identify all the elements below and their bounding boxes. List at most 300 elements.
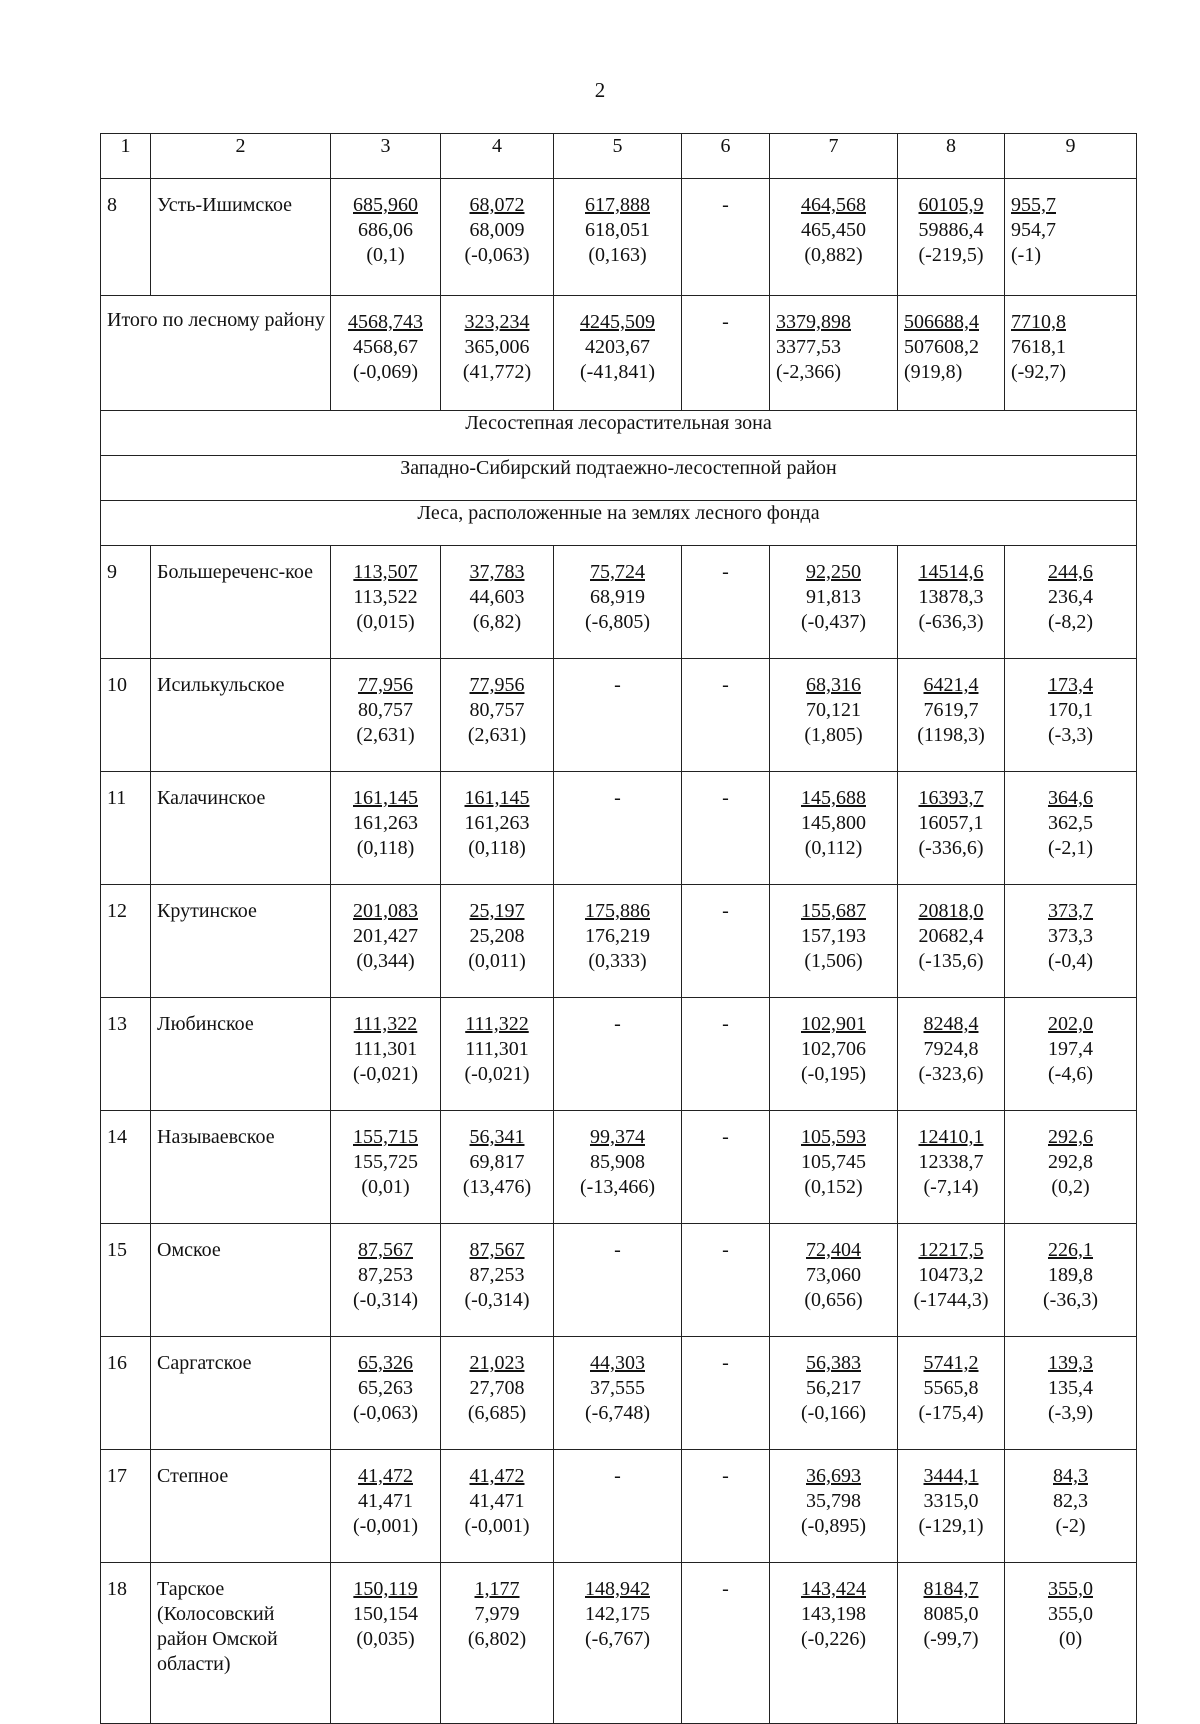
value-cell <box>441 296 554 411</box>
difference-value: (1,506) <box>804 950 863 972</box>
value-cell <box>331 659 441 772</box>
forestry-name: Большереченс-кое <box>151 546 331 659</box>
value-cell <box>331 179 441 296</box>
difference-value: (-99,7) <box>923 1628 979 1650</box>
planned-value: 72,404 <box>806 1239 861 1261</box>
planned-value: 56,383 <box>806 1352 861 1374</box>
table-row <box>101 1563 1137 1724</box>
planned-value: 102,901 <box>801 1013 866 1035</box>
planned-value: 68,316 <box>806 674 861 696</box>
planned-value: 226,1 <box>1048 1239 1093 1261</box>
planned-value: 87,567 <box>358 1239 413 1261</box>
value-cell <box>331 885 441 998</box>
row-number: 9 <box>101 546 151 659</box>
difference-value: (-7,14) <box>923 1176 979 1198</box>
difference-value: (-0,226) <box>801 1628 866 1650</box>
value-cell <box>1005 1224 1137 1337</box>
difference-value: (13,476) <box>462 1176 532 1198</box>
dash-cell: - <box>554 659 682 772</box>
forestry-name: Называевское <box>151 1111 331 1224</box>
difference-value: (-336,6) <box>918 837 984 859</box>
value-cell <box>898 1450 1005 1563</box>
value-cell <box>1005 1337 1137 1450</box>
zone-heading: Лесостепная лесорастительная зона <box>101 411 1137 456</box>
planned-value: 36,693 <box>806 1465 861 1487</box>
actual-value: 176,219 <box>585 925 650 947</box>
value-cell <box>441 998 554 1111</box>
row-number: 15 <box>101 1224 151 1337</box>
land-heading: Леса, расположенные на землях лесного фонда <box>101 501 1137 546</box>
difference-value: (-0,895) <box>801 1515 866 1537</box>
column-header: 2 <box>151 134 331 179</box>
planned-value: 20818,0 <box>918 900 984 922</box>
difference-value: (6,802) <box>467 1628 527 1650</box>
actual-value: 69,817 <box>469 1151 525 1173</box>
difference-value: (6,82) <box>472 611 522 633</box>
difference-value: (-323,6) <box>918 1063 984 1085</box>
difference-value: (0,112) <box>804 837 863 859</box>
planned-value: 7710,8 <box>1011 311 1066 333</box>
planned-value: 202,0 <box>1048 1013 1093 1035</box>
difference-value: (-0,437) <box>801 611 866 633</box>
difference-value: (1,805) <box>804 724 863 746</box>
dash-cell: - <box>682 179 770 296</box>
actual-value: 7618,1 <box>1011 336 1066 358</box>
planned-value: 25,197 <box>469 900 525 922</box>
value-cell <box>898 659 1005 772</box>
value-cell <box>554 1563 682 1724</box>
forestry-name: Усть-Ишимское <box>151 179 331 296</box>
difference-value: (-8,2) <box>1048 611 1093 633</box>
actual-value: 4568,67 <box>353 336 418 358</box>
value-cell <box>441 1450 554 1563</box>
difference-value: (0,011) <box>468 950 526 972</box>
forestry-name: Саргатское <box>151 1337 331 1450</box>
value-cell <box>1005 1111 1137 1224</box>
actual-value: 7924,8 <box>923 1038 979 1060</box>
row-number: 8 <box>101 179 151 296</box>
planned-value: 92,250 <box>806 561 861 583</box>
zone-heading-row <box>101 411 1137 456</box>
planned-value: 41,472 <box>469 1465 525 1487</box>
value-cell <box>770 1450 898 1563</box>
table-row <box>101 659 1137 772</box>
forestry-name: Омское <box>151 1224 331 1337</box>
page-number: 2 <box>594 78 606 102</box>
difference-value: (0,035) <box>356 1628 415 1650</box>
forestry-name: Калачинское <box>151 772 331 885</box>
actual-value: 355,0 <box>1048 1603 1093 1625</box>
total-row <box>101 296 1137 411</box>
difference-value: (-0,063) <box>353 1402 418 1424</box>
actual-value: 362,5 <box>1048 812 1093 834</box>
actual-value: 80,757 <box>358 699 413 721</box>
difference-value: (-129,1) <box>918 1515 984 1537</box>
difference-value: (-135,6) <box>918 950 984 972</box>
difference-value: (0,882) <box>804 244 863 266</box>
table-row <box>101 179 1137 296</box>
dash-cell: - <box>682 1111 770 1224</box>
actual-value: 5565,8 <box>923 1377 979 1399</box>
difference-value: (-1) <box>1011 244 1041 266</box>
actual-value: 686,06 <box>358 219 413 241</box>
dash-cell: - <box>682 772 770 885</box>
planned-value: 364,6 <box>1048 787 1093 809</box>
planned-value: 99,374 <box>590 1126 645 1148</box>
planned-value: 77,956 <box>469 674 525 696</box>
row-number: 16 <box>101 1337 151 1450</box>
actual-value: 35,798 <box>806 1490 861 1512</box>
value-cell <box>331 1224 441 1337</box>
value-cell <box>1005 1450 1137 1563</box>
forest-data-table <box>100 133 1137 1724</box>
planned-value: 4245,509 <box>580 311 655 333</box>
dash-cell: - <box>682 1337 770 1450</box>
planned-value: 12410,1 <box>918 1126 984 1148</box>
value-cell <box>898 1111 1005 1224</box>
planned-value: 3444,1 <box>923 1465 979 1487</box>
planned-value: 12217,5 <box>918 1239 984 1261</box>
dash-cell: - <box>682 885 770 998</box>
planned-value: 21,023 <box>469 1352 525 1374</box>
planned-value: 37,783 <box>469 561 525 583</box>
actual-value: 59886,4 <box>918 219 984 241</box>
column-header: 4 <box>441 134 554 179</box>
planned-value: 685,960 <box>353 194 418 216</box>
forestry-name: Любинское <box>151 998 331 1111</box>
difference-value: (-3,3) <box>1048 724 1093 746</box>
planned-value: 3379,898 <box>776 311 851 333</box>
actual-value: 41,471 <box>469 1490 525 1512</box>
table-body <box>101 134 1137 1724</box>
value-cell <box>898 1337 1005 1450</box>
value-cell <box>331 1337 441 1450</box>
planned-value: 111,322 <box>465 1013 529 1035</box>
actual-value: 20682,4 <box>918 925 984 947</box>
column-header: 9 <box>1005 134 1137 179</box>
difference-value: (0,333) <box>588 950 647 972</box>
actual-value: 507608,2 <box>904 336 979 358</box>
actual-value: 68,009 <box>469 219 525 241</box>
actual-value: 161,263 <box>353 812 418 834</box>
value-cell <box>441 772 554 885</box>
planned-value: 464,568 <box>801 194 866 216</box>
value-cell <box>554 546 682 659</box>
dash-cell: - <box>554 998 682 1111</box>
planned-value: 355,0 <box>1048 1578 1093 1600</box>
planned-value: 75,724 <box>590 561 645 583</box>
difference-value: (919,8) <box>904 361 963 383</box>
actual-value: 102,706 <box>801 1038 866 1060</box>
actual-value: 65,263 <box>358 1377 413 1399</box>
planned-value: 145,688 <box>801 787 866 809</box>
table-row <box>101 998 1137 1111</box>
value-cell <box>554 179 682 296</box>
actual-value: 87,253 <box>358 1264 413 1286</box>
actual-value: 189,8 <box>1048 1264 1093 1286</box>
value-cell <box>770 1111 898 1224</box>
planned-value: 1,177 <box>474 1578 520 1600</box>
value-cell <box>441 1337 554 1450</box>
value-cell <box>1005 659 1137 772</box>
difference-value: (-2) <box>1055 1515 1086 1537</box>
planned-value: 292,6 <box>1048 1126 1093 1148</box>
planned-value: 175,886 <box>585 900 650 922</box>
value-cell <box>1005 179 1137 296</box>
actual-value: 4203,67 <box>585 336 650 358</box>
actual-value: 13878,3 <box>918 586 984 608</box>
actual-value: 37,555 <box>590 1377 645 1399</box>
value-cell <box>1005 1563 1137 1724</box>
difference-value: (-1744,3) <box>913 1289 989 1311</box>
planned-value: 143,424 <box>801 1578 866 1600</box>
planned-value: 44,303 <box>590 1352 645 1374</box>
value-cell <box>898 179 1005 296</box>
row-number: 11 <box>101 772 151 885</box>
planned-value: 617,888 <box>585 194 650 216</box>
difference-value: (0,163) <box>588 244 647 266</box>
value-cell <box>441 885 554 998</box>
planned-value: 139,3 <box>1048 1352 1093 1374</box>
difference-value: (0,656) <box>804 1289 863 1311</box>
difference-value: (0,1) <box>366 244 405 266</box>
planned-value: 84,3 <box>1053 1465 1088 1487</box>
difference-value: (0) <box>1058 1628 1083 1650</box>
dash-cell: - <box>554 1224 682 1337</box>
row-number: 18 <box>101 1563 151 1724</box>
planned-value: 65,326 <box>358 1352 413 1374</box>
value-cell <box>554 296 682 411</box>
value-cell <box>770 885 898 998</box>
actual-value: 954,7 <box>1011 219 1056 241</box>
row-number: 13 <box>101 998 151 1111</box>
planned-value: 955,7 <box>1011 194 1056 216</box>
value-cell <box>554 1337 682 1450</box>
value-cell <box>331 1450 441 1563</box>
dash-cell: - <box>682 998 770 1111</box>
value-cell <box>1005 998 1137 1111</box>
value-cell <box>331 1111 441 1224</box>
dash-cell: - <box>682 1563 770 1724</box>
actual-value: 111,301 <box>465 1038 529 1060</box>
actual-value: 155,725 <box>353 1151 418 1173</box>
column-header: 1 <box>101 134 151 179</box>
value-cell <box>1005 772 1137 885</box>
actual-value: 105,745 <box>801 1151 866 1173</box>
actual-value: 465,450 <box>801 219 866 241</box>
column-header: 6 <box>682 134 770 179</box>
value-cell <box>331 998 441 1111</box>
planned-value: 113,507 <box>353 561 418 583</box>
difference-value: (-0,4) <box>1048 950 1093 972</box>
difference-value: (0,152) <box>804 1176 863 1198</box>
difference-value: (0,118) <box>356 837 415 859</box>
value-cell <box>898 772 1005 885</box>
value-cell <box>770 998 898 1111</box>
actual-value: 292,8 <box>1048 1151 1093 1173</box>
planned-value: 87,567 <box>469 1239 525 1261</box>
table-row <box>101 546 1137 659</box>
row-number: 12 <box>101 885 151 998</box>
difference-value: (2,631) <box>467 724 527 746</box>
actual-value: 16057,1 <box>918 812 984 834</box>
planned-value: 148,942 <box>585 1578 650 1600</box>
value-cell <box>898 998 1005 1111</box>
value-cell <box>898 1224 1005 1337</box>
value-cell <box>770 179 898 296</box>
planned-value: 373,7 <box>1048 900 1093 922</box>
dash-cell: - <box>682 1450 770 1563</box>
actual-value: 135,4 <box>1048 1377 1093 1399</box>
planned-value: 16393,7 <box>918 787 984 809</box>
planned-value: 150,119 <box>353 1578 418 1600</box>
value-cell <box>441 546 554 659</box>
column-header: 5 <box>554 134 682 179</box>
difference-value: (-0,021) <box>464 1063 530 1085</box>
value-cell <box>770 659 898 772</box>
planned-value: 77,956 <box>358 674 413 696</box>
dash-cell: - <box>682 546 770 659</box>
actual-value: 27,708 <box>469 1377 525 1399</box>
difference-value: (1198,3) <box>917 724 985 746</box>
actual-value: 68,919 <box>590 586 645 608</box>
forestry-name: Исилькульское <box>151 659 331 772</box>
actual-value: 10473,2 <box>918 1264 984 1286</box>
difference-value: (-92,7) <box>1011 361 1066 383</box>
dash-cell: - <box>554 1450 682 1563</box>
difference-value: (-6,767) <box>585 1628 650 1650</box>
actual-value: 87,253 <box>469 1264 525 1286</box>
actual-value: 113,522 <box>353 586 418 608</box>
difference-value: (-0,314) <box>353 1289 418 1311</box>
value-cell <box>331 772 441 885</box>
actual-value: 73,060 <box>806 1264 861 1286</box>
total-label: Итого по лесному району <box>101 296 331 411</box>
actual-value: 70,121 <box>806 699 861 721</box>
difference-value: (0,118) <box>468 837 526 859</box>
value-cell <box>441 1563 554 1724</box>
difference-value: (0,01) <box>361 1176 410 1198</box>
table-row <box>101 1450 1137 1563</box>
planned-value: 161,145 <box>464 787 530 809</box>
difference-value: (-6,805) <box>585 611 650 633</box>
planned-value: 323,234 <box>464 311 530 333</box>
value-cell <box>441 1224 554 1337</box>
planned-value: 111,322 <box>353 1013 418 1035</box>
actual-value: 44,603 <box>469 586 525 608</box>
difference-value: (-4,6) <box>1048 1063 1093 1085</box>
actual-value: 142,175 <box>585 1603 650 1625</box>
actual-value: 157,193 <box>801 925 866 947</box>
difference-value: (-219,5) <box>918 244 984 266</box>
difference-value: (-13,466) <box>580 1176 655 1198</box>
actual-value: 365,006 <box>464 336 530 358</box>
difference-value: (-41,841) <box>580 361 655 383</box>
difference-value: (-6,748) <box>585 1402 650 1424</box>
land-heading-row <box>101 501 1137 546</box>
planned-value: 68,072 <box>469 194 525 216</box>
actual-value: 91,813 <box>806 586 861 608</box>
difference-value: (-0,195) <box>801 1063 866 1085</box>
actual-value: 85,908 <box>590 1151 645 1173</box>
difference-value: (0,344) <box>356 950 415 972</box>
value-cell <box>770 1563 898 1724</box>
actual-value: 8085,0 <box>923 1603 979 1625</box>
value-cell <box>898 296 1005 411</box>
planned-value: 155,687 <box>801 900 866 922</box>
actual-value: 82,3 <box>1053 1490 1088 1512</box>
difference-value: (-3,9) <box>1048 1402 1093 1424</box>
difference-value: (-2,366) <box>776 361 841 383</box>
difference-value: (-0,001) <box>353 1515 418 1537</box>
planned-value: 506688,4 <box>904 311 979 333</box>
table-row <box>101 1111 1137 1224</box>
value-cell <box>554 885 682 998</box>
planned-value: 155,715 <box>353 1126 418 1148</box>
value-cell <box>770 296 898 411</box>
actual-value: 161,263 <box>464 812 530 834</box>
column-header: 8 <box>898 134 1005 179</box>
difference-value: (-36,3) <box>1043 1289 1098 1311</box>
region-heading-row <box>101 456 1137 501</box>
planned-value: 8184,7 <box>923 1578 979 1600</box>
planned-value: 56,341 <box>469 1126 525 1148</box>
value-cell <box>1005 296 1137 411</box>
dash-cell: - <box>682 296 770 411</box>
column-header: 7 <box>770 134 898 179</box>
dash-cell: - <box>682 659 770 772</box>
difference-value: (0,2) <box>1051 1176 1090 1198</box>
value-cell <box>331 1563 441 1724</box>
table-row <box>101 1337 1137 1450</box>
planned-value: 5741,2 <box>923 1352 979 1374</box>
difference-value: (2,631) <box>356 724 415 746</box>
difference-value: (-0,314) <box>464 1289 530 1311</box>
actual-value: 12338,7 <box>918 1151 984 1173</box>
value-cell <box>770 546 898 659</box>
actual-value: 111,301 <box>353 1038 418 1060</box>
planned-value: 4568,743 <box>348 311 423 333</box>
value-cell <box>770 1337 898 1450</box>
difference-value: (-175,4) <box>918 1402 984 1424</box>
planned-value: 60105,9 <box>918 194 984 216</box>
actual-value: 3315,0 <box>923 1490 979 1512</box>
difference-value: (41,772) <box>462 361 532 383</box>
planned-value: 6421,4 <box>923 674 979 696</box>
planned-value: 8248,4 <box>923 1013 979 1035</box>
value-cell <box>441 179 554 296</box>
actual-value: 618,051 <box>585 219 650 241</box>
row-number: 10 <box>101 659 151 772</box>
value-cell <box>770 772 898 885</box>
actual-value: 236,4 <box>1048 586 1093 608</box>
value-cell <box>331 296 441 411</box>
actual-value: 7,979 <box>474 1603 520 1625</box>
actual-value: 170,1 <box>1048 699 1093 721</box>
actual-value: 150,154 <box>353 1603 418 1625</box>
value-cell <box>441 659 554 772</box>
actual-value: 7619,7 <box>923 699 979 721</box>
value-cell <box>441 1111 554 1224</box>
forestry-name: Тарское (Колосовский район Омской области) <box>151 1563 331 1724</box>
actual-value: 25,208 <box>469 925 525 947</box>
difference-value: (-2,1) <box>1048 837 1093 859</box>
row-number: 14 <box>101 1111 151 1224</box>
forestry-name: Крутинское <box>151 885 331 998</box>
header-row <box>101 134 1137 179</box>
dash-cell: - <box>554 772 682 885</box>
planned-value: 41,472 <box>358 1465 413 1487</box>
